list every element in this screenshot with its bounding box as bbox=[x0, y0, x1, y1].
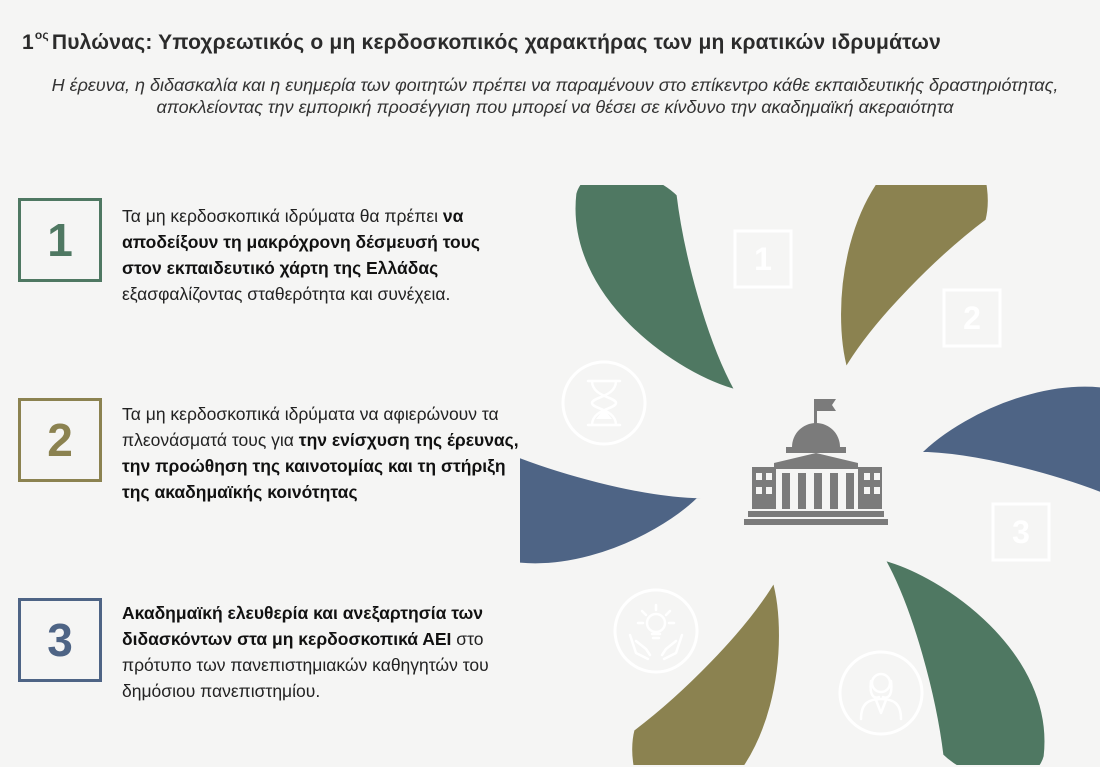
title-text: Πυλώνας: Υποχρεωτικός ο μη κερδοσκοπικός χαρακτήρας των μη κρατικών ιδρυμάτων bbox=[51, 31, 941, 54]
left-window bbox=[766, 487, 772, 494]
university-building-icon bbox=[744, 399, 888, 525]
petal-number-label: 2 bbox=[963, 300, 981, 336]
item-2-text-a: Τα μη κερδοσκοπικά ιδρύματα να αφιερώνουν τα πλεονάσματά τους για bbox=[122, 404, 499, 450]
right-window bbox=[874, 473, 880, 480]
petal-4 bbox=[854, 522, 1069, 765]
petal-number-box-3 bbox=[993, 504, 1049, 560]
item-3-description bbox=[122, 600, 522, 704]
petal-number-label: 1 bbox=[754, 241, 772, 277]
left-window bbox=[756, 487, 762, 494]
item-1-description bbox=[122, 203, 522, 307]
column bbox=[798, 473, 806, 509]
hourglass-icon bbox=[563, 362, 645, 444]
item-2-number-box bbox=[18, 398, 102, 482]
flag bbox=[817, 399, 836, 411]
pillar-diagram bbox=[520, 185, 1100, 765]
left-window bbox=[756, 473, 762, 480]
petal-3 bbox=[915, 369, 1100, 506]
item-2-number: 2 bbox=[47, 414, 73, 466]
base bbox=[744, 519, 888, 525]
title-number: 1 bbox=[22, 31, 34, 54]
entablature bbox=[774, 463, 858, 469]
lightbulb-hands-icon bbox=[615, 590, 697, 672]
petal-5 bbox=[600, 561, 844, 765]
petal-number-box-1 bbox=[735, 231, 791, 287]
title-ordinal: ος bbox=[34, 28, 49, 42]
item-2-text-b: την ενίσχυση της έρευνας, την προώθηση της καινοτομίας και τη στήριξη της ακαδημαϊκής κοινότητας bbox=[122, 430, 519, 502]
left-wing bbox=[752, 467, 776, 509]
petal-1 bbox=[551, 185, 766, 428]
item-3-text-b: στο πρότυπο των πανεπιστημιακών καθηγητών του δημόσιου πανεπιστημίου. bbox=[122, 629, 489, 701]
column bbox=[846, 473, 854, 509]
column bbox=[782, 473, 790, 509]
left-window bbox=[766, 473, 772, 480]
petal-number-label: 3 bbox=[1012, 514, 1030, 550]
item-1-number: 1 bbox=[47, 214, 73, 266]
item-3-number-box bbox=[18, 598, 102, 682]
petal-6 bbox=[520, 443, 705, 580]
item-3-number: 3 bbox=[47, 614, 73, 666]
petal-number-box-2 bbox=[944, 290, 1000, 346]
right-window bbox=[864, 473, 870, 480]
page-subtitle: Η έρευνα, η διδασκαλία και η ευημερία των φοιτητών πρέπει να παραμένουν στο επίκεντρο κάθε εκπαιδευτικής δραστηριότητας, αποκλείοντας την εμπορική προσέγγιση που μπορεί να θέσει σε κίνδυνο την ακαδημαϊκή ακεραιότητα bbox=[51, 75, 1059, 117]
steps bbox=[748, 511, 884, 517]
item-3-text-a: Ακαδημαϊκή ελευθερία και ανεξαρτησία των διδασκόντων στα μη κερδοσκοπικά ΑΕΙ bbox=[122, 603, 484, 649]
page-title bbox=[22, 30, 1082, 55]
item-1-text-c: εξασφαλίζοντας σταθερότητα και συνέχεια. bbox=[122, 284, 451, 304]
pediment bbox=[774, 453, 858, 463]
item-2-description bbox=[122, 401, 522, 505]
teacher-icon bbox=[840, 652, 922, 734]
dome-base bbox=[786, 447, 846, 453]
item-1-number-box bbox=[18, 198, 102, 282]
petal-2 bbox=[776, 185, 1020, 389]
pillar-diagram-svg bbox=[520, 185, 1100, 765]
dome bbox=[792, 423, 840, 447]
petal-group bbox=[520, 185, 1100, 765]
column bbox=[814, 473, 822, 509]
right-window bbox=[864, 487, 870, 494]
column bbox=[830, 473, 838, 509]
item-1-text-b: να αποδείξουν τη μακρόχρονη δέσμευσή τους στον εκπαιδευτικό χάρτη της Ελλάδας bbox=[122, 206, 481, 278]
right-window bbox=[874, 487, 880, 494]
item-1-text-a: Τα μη κερδοσκοπικά ιδρύματα θα πρέπει bbox=[122, 206, 443, 226]
